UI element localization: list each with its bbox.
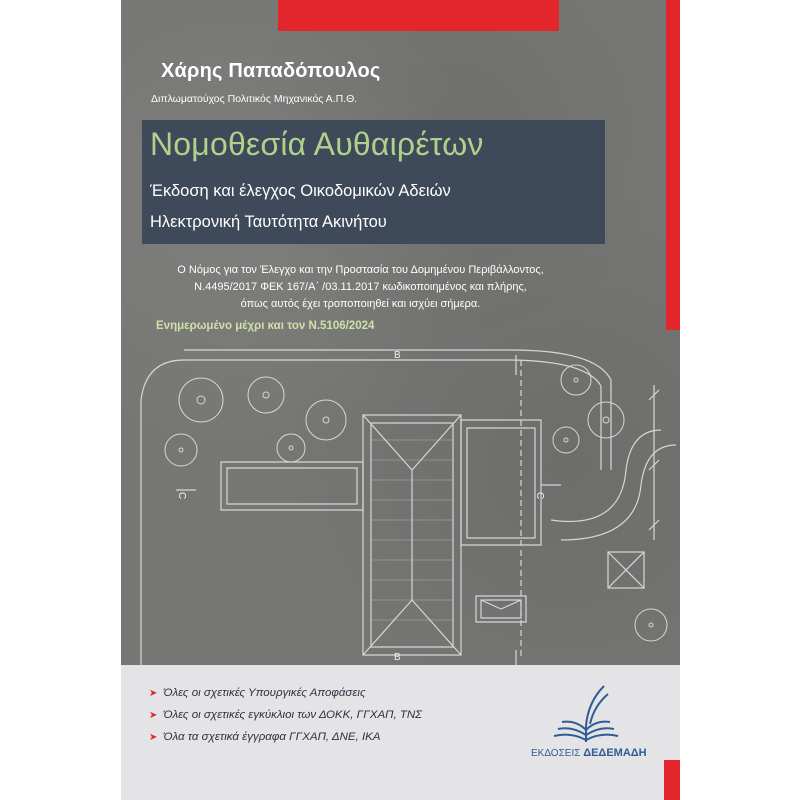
book-subtitle-line2: Ηλεκτρονική Ταυτότητα Ακινήτου <box>150 213 387 231</box>
list-item-label: Όλες οι σχετικές Υπουργικές Αποφάσεις <box>163 687 366 699</box>
book-subtitle-line1: Έκδοση και έλεγχος Οικοδομικών Αδειών <box>150 182 451 200</box>
section-label-b-top: B <box>394 350 401 361</box>
red-accent-right <box>666 0 680 330</box>
section-label-c-left: C <box>176 492 187 500</box>
section-label-c-right: C <box>534 492 545 500</box>
book-title: Νομοθεσία Αυθαιρέτων <box>150 126 484 162</box>
description-line3: όπως αυτός έχει τροποποιηθεί και ισχύει σήμερα. <box>240 298 481 310</box>
author-name: Χάρης Παπαδόπουλος <box>161 60 381 82</box>
updated-note: Ενημερωμένο μέχρι και τον Ν.5106/2024 <box>156 320 375 332</box>
list-item <box>149 726 422 748</box>
red-accent-bottom <box>664 760 680 800</box>
publisher-brand: ΔΕΔΕΜΑΔΗ <box>583 747 647 759</box>
list-item-label: Όλες οι σχετικές εγκύκλιοι των ΔΟΚΚ, ΓΓΧΑΠ, ΤΝΣ <box>163 709 423 721</box>
arrow-icon: ➤ <box>149 687 158 699</box>
publisher-prefix: ΕΚΔΟΣΕΙΣ <box>531 748 581 759</box>
description-line2: Ν.4495/2017 ΦΕΚ 167/Α΄ /03.11.2017 κωδικοποιημένος και πλήρης, <box>194 281 527 293</box>
book-cover <box>121 0 680 800</box>
section-label-b-bottom: B <box>394 652 401 663</box>
arrow-icon: ➤ <box>149 709 158 721</box>
author-credentials: Διπλωματούχος Πολιτικός Μηχανικός Α.Π.Θ. <box>151 93 358 105</box>
list-item-label: Όλα τα σχετικά έγγραφα ΓΓΧΑΠ, ΔΝΕ, ΙΚΑ <box>163 731 381 743</box>
red-accent-top <box>278 0 559 31</box>
list-item <box>149 682 422 704</box>
list-item <box>149 704 422 726</box>
arrow-icon: ➤ <box>149 731 158 743</box>
description-line1: Ο Νόμος για τον Έλεγχο και την Προστασία του Δομημένου Περιβάλλοντος, <box>177 264 544 276</box>
publisher-name <box>531 747 647 759</box>
feature-list <box>149 682 422 748</box>
book-description <box>133 262 588 313</box>
